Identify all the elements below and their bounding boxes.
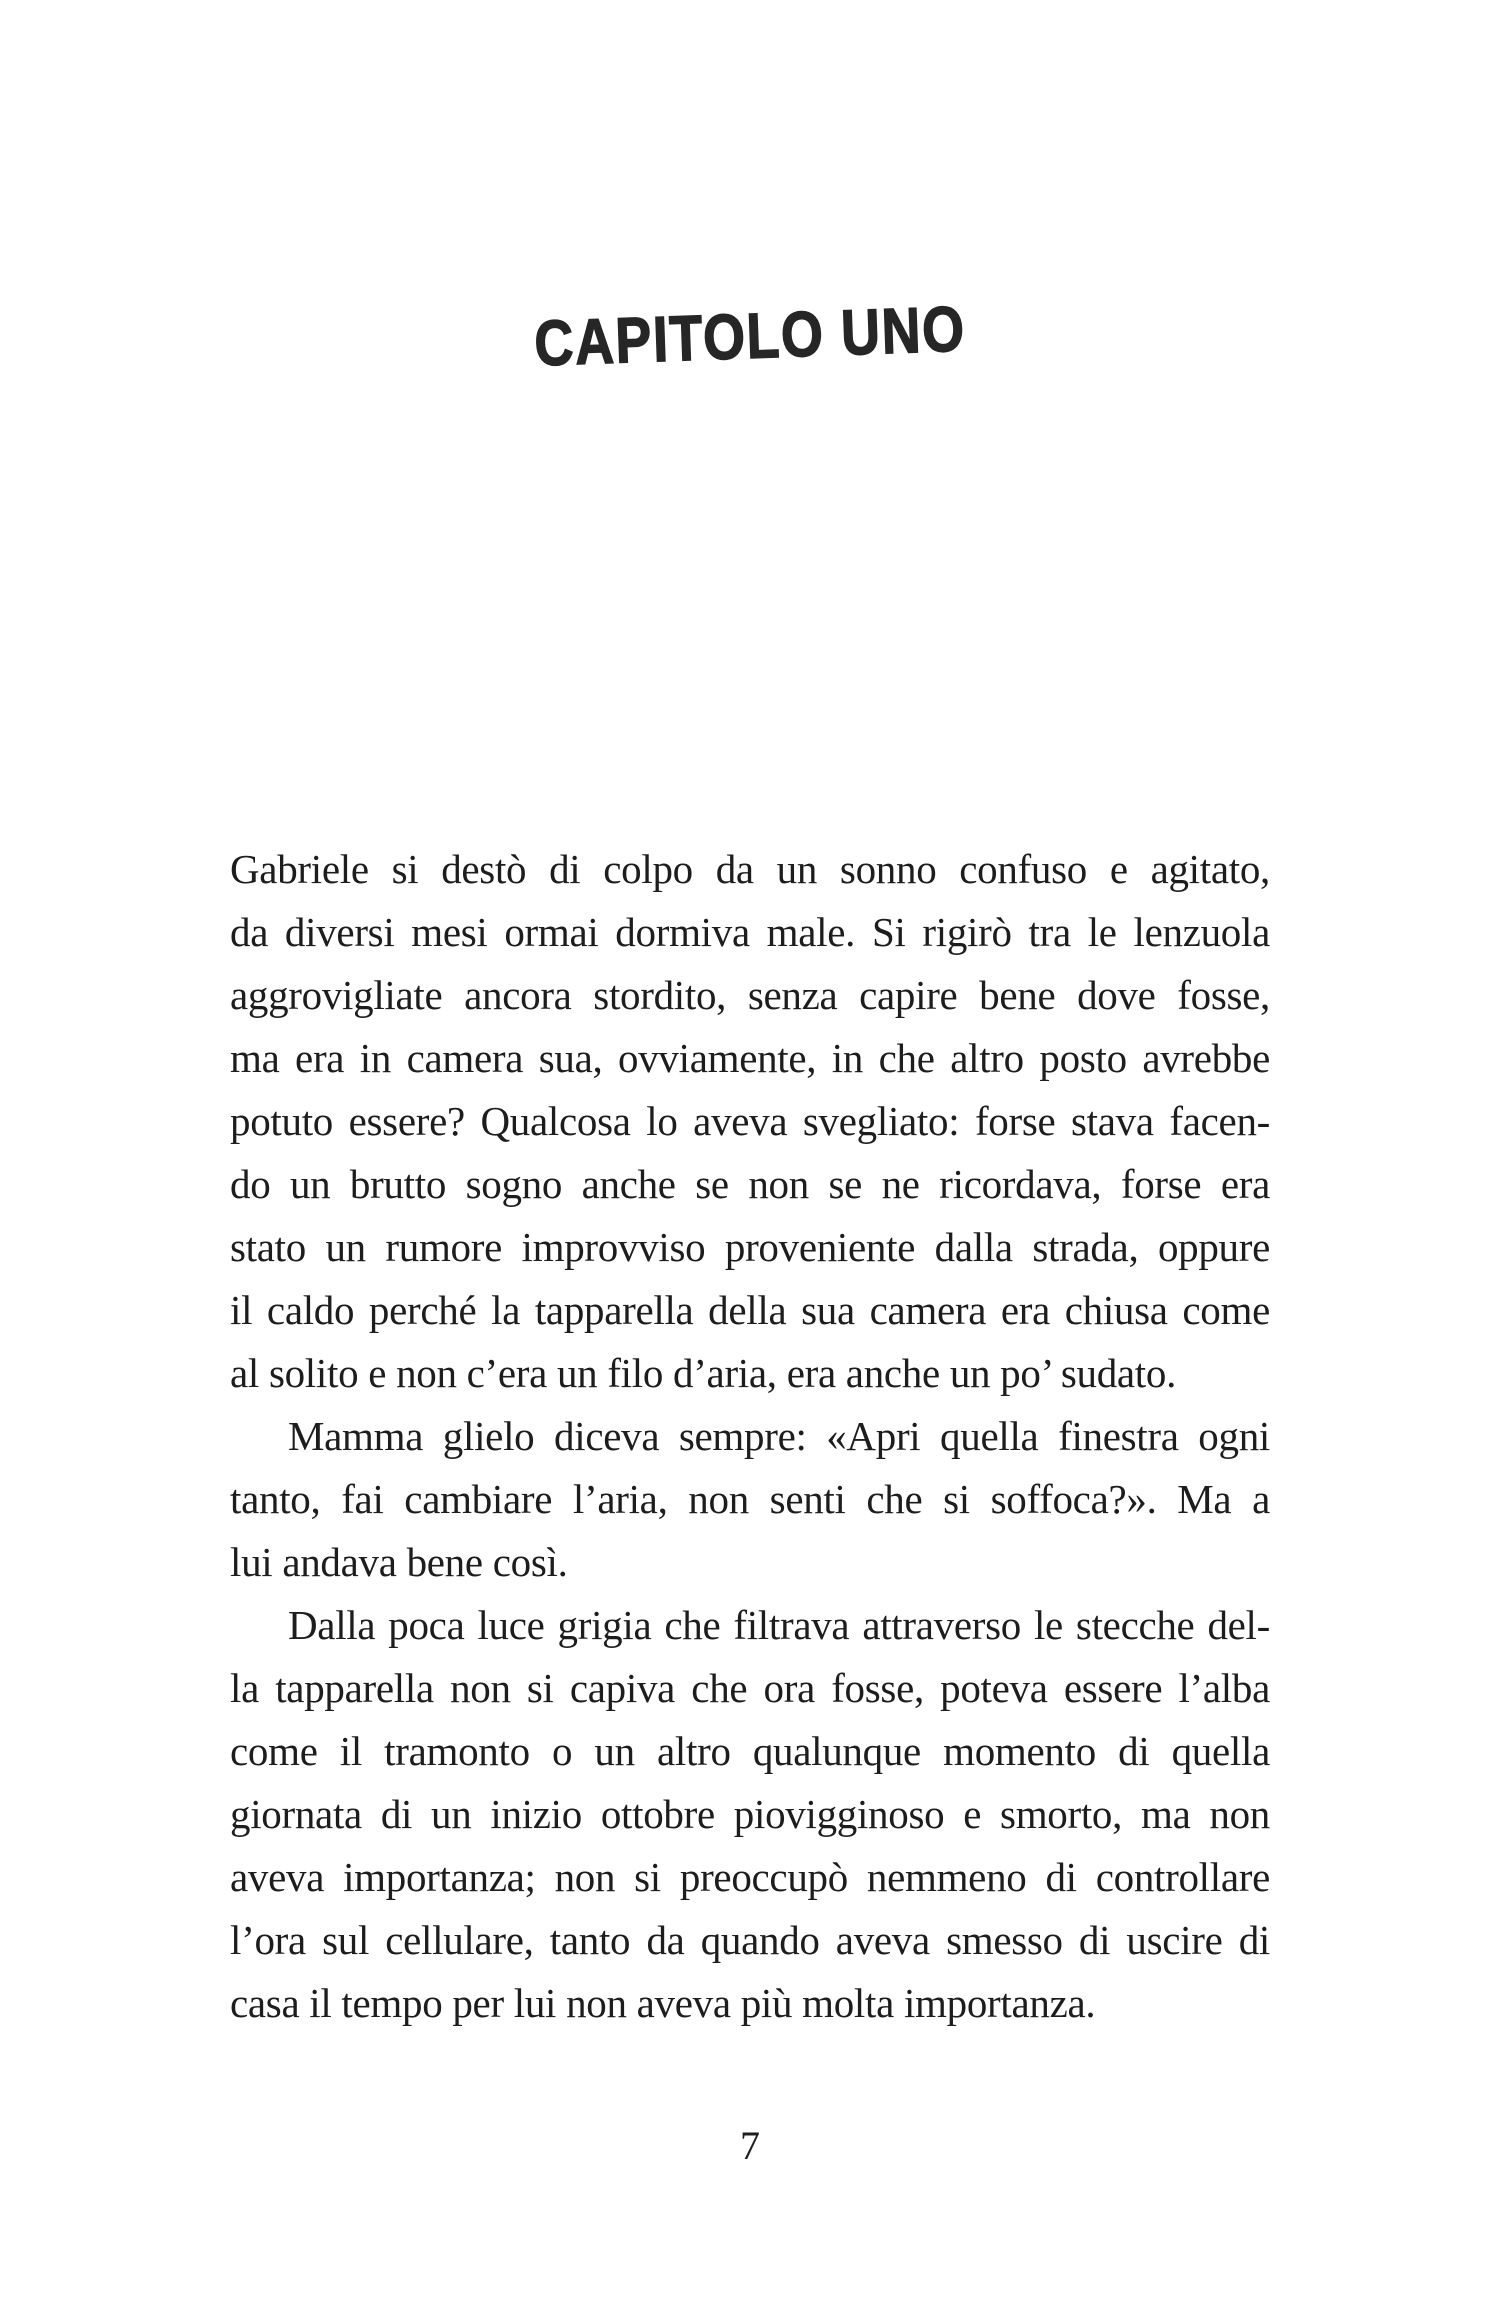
paragraph (230, 838, 1270, 1405)
text-line: Mamma glielo diceva sempre: «Apri quella finestra ogni (288, 1413, 1270, 1459)
text-line: giornata di un inizio ottobre piovigginoso e smorto, ma non (230, 1791, 1270, 1837)
paragraph (230, 1594, 1270, 2035)
text-line: lui andava bene così. (230, 1539, 568, 1585)
text-line: il caldo perché la tapparella della sua camera era chiusa come (230, 1287, 1270, 1333)
text-line: ma era in camera sua, ovviamente, in che altro posto avrebbe (230, 1035, 1270, 1081)
text-line: stato un rumore improvviso proveniente dalla strada, oppure (230, 1224, 1270, 1270)
page-number: 7 (740, 2123, 760, 2168)
text-line: aggrovigliate ancora stordito, senza capire bene dove fosse, (230, 972, 1270, 1018)
text-line: potuto essere? Qualcosa lo aveva svegliato: forse stava facen- (230, 1098, 1270, 1144)
text-line: do un brutto sogno anche se non se ne ricordava, forse era (230, 1161, 1270, 1207)
text-line: Gabriele si destò di colpo da un sonno confuso e agitato, (230, 846, 1270, 892)
text-line: da diversi mesi ormai dormiva male. Si rigirò tra le lenzuola (230, 909, 1270, 955)
paragraph (230, 1405, 1270, 1594)
text-line: l’ora sul cellulare, tanto da quando aveva smesso di uscire di (230, 1917, 1270, 1963)
text-line: la tapparella non si capiva che ora fosse, poteva essere l’alba (230, 1665, 1270, 1711)
body-text (230, 838, 1270, 2035)
text-line: tanto, fai cambiare l’aria, non senti che si soffoca?». Ma a (230, 1476, 1270, 1522)
text-line: come il tramonto o un altro qualunque momento di quella (230, 1728, 1270, 1774)
chapter-title: CAPITOLO UNO (533, 292, 967, 380)
text-line: Dalla poca luce grigia che filtrava attraverso le stecche del- (288, 1602, 1270, 1648)
text-line: aveva importanza; non si preoccupò nemmeno di controllare (230, 1854, 1270, 1900)
text-line: casa il tempo per lui non aveva più molta importanza. (230, 1980, 1096, 2026)
text-line: al solito e non c’era un filo d’aria, era anche un po’ sudato. (230, 1350, 1177, 1396)
